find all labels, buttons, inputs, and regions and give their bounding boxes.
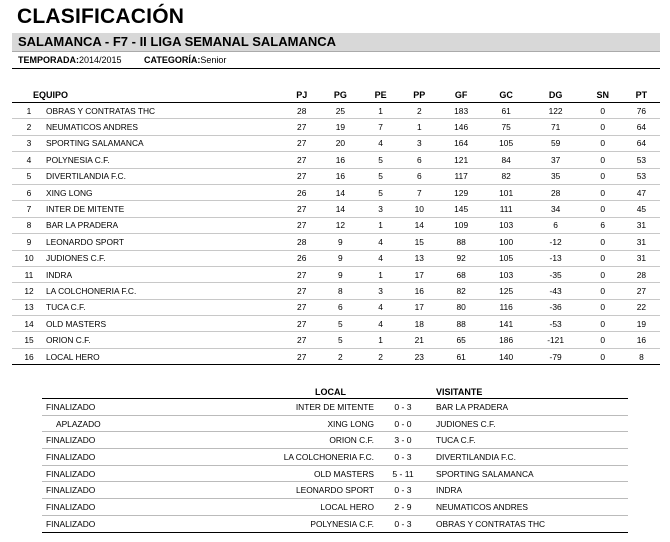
col-header-gf: GF — [439, 88, 484, 103]
cell-pj: 27 — [284, 152, 319, 168]
result-status: APLAZADO — [42, 415, 176, 432]
cell-pg: 9 — [319, 234, 361, 250]
cell-gf: 88 — [439, 234, 484, 250]
cell-team: TUCA C.F. — [46, 299, 284, 315]
col-header-pp: PP — [400, 88, 439, 103]
cell-pe: 3 — [361, 283, 400, 299]
col-header-status — [42, 385, 176, 399]
col-header-gc: GC — [484, 88, 529, 103]
result-status: FINALIZADO — [42, 465, 176, 482]
cell-pt: 64 — [623, 119, 660, 135]
cell-team: POLYNESIA C.F. — [46, 152, 284, 168]
cell-pe: 1 — [361, 103, 400, 119]
cell-team: OBRAS Y CONTRATAS THC — [46, 103, 284, 119]
result-status: FINALIZADO — [42, 499, 176, 516]
cell-pg: 14 — [319, 184, 361, 200]
cell-pj: 28 — [284, 234, 319, 250]
cell-dg: -79 — [529, 348, 583, 364]
cell-sn: 0 — [583, 266, 623, 282]
season-value: 2014/2015 — [79, 55, 122, 65]
result-visitor: TUCA C.F. — [432, 432, 628, 449]
cell-pe: 7 — [361, 119, 400, 135]
cell-pos: 13 — [12, 299, 46, 315]
cell-pos: 7 — [12, 201, 46, 217]
cell-dg: -13 — [529, 250, 583, 266]
cell-team: INTER DE MITENTE — [46, 201, 284, 217]
result-status: FINALIZADO — [42, 432, 176, 449]
cell-pp: 3 — [400, 135, 439, 151]
standings-row — [12, 266, 660, 282]
result-score: 0 - 0 — [374, 415, 432, 432]
cell-pos: 9 — [12, 234, 46, 250]
cell-team: BAR LA PRADERA — [46, 217, 284, 233]
cell-pj: 27 — [284, 316, 319, 332]
cell-pt: 22 — [623, 299, 660, 315]
result-local: XING LONG — [176, 415, 374, 432]
cell-team: INDRA — [46, 266, 284, 282]
cell-gc: 101 — [484, 184, 529, 200]
results-header-row — [42, 385, 628, 399]
cell-team: LOCAL HERO — [46, 348, 284, 364]
cell-pg: 20 — [319, 135, 361, 151]
cell-pj: 27 — [284, 135, 319, 151]
league-banner — [12, 33, 660, 52]
result-visitor: OBRAS Y CONTRATAS THC — [432, 515, 628, 532]
cell-pe: 4 — [361, 135, 400, 151]
cell-gc: 141 — [484, 316, 529, 332]
cell-dg: 34 — [529, 201, 583, 217]
cell-gc: 140 — [484, 348, 529, 364]
cell-gf: 82 — [439, 283, 484, 299]
cell-pj: 27 — [284, 217, 319, 233]
cell-dg: 122 — [529, 103, 583, 119]
result-local: LOCAL HERO — [176, 499, 374, 516]
cell-gc: 103 — [484, 266, 529, 282]
result-status: FINALIZADO — [42, 515, 176, 532]
cell-team: NEUMATICOS ANDRES — [46, 119, 284, 135]
cell-pg: 8 — [319, 283, 361, 299]
cell-pt: 19 — [623, 316, 660, 332]
cell-pj: 27 — [284, 168, 319, 184]
result-score: 0 - 3 — [374, 482, 432, 499]
cell-pg: 25 — [319, 103, 361, 119]
result-score: 3 - 0 — [374, 432, 432, 449]
cell-pg: 12 — [319, 217, 361, 233]
cell-pt: 45 — [623, 201, 660, 217]
cell-pe: 1 — [361, 217, 400, 233]
cell-pos: 15 — [12, 332, 46, 348]
cell-pos: 4 — [12, 152, 46, 168]
cell-pt: 28 — [623, 266, 660, 282]
cell-team: JUDIONES C.F. — [46, 250, 284, 266]
cell-team: XING LONG — [46, 184, 284, 200]
cell-pe: 4 — [361, 250, 400, 266]
cell-gc: 82 — [484, 168, 529, 184]
cell-gc: 75 — [484, 119, 529, 135]
cell-pos: 6 — [12, 184, 46, 200]
cell-sn: 0 — [583, 299, 623, 315]
cell-pp: 16 — [400, 283, 439, 299]
cell-pj: 27 — [284, 332, 319, 348]
cell-pe: 4 — [361, 316, 400, 332]
cell-gf: 129 — [439, 184, 484, 200]
cell-pj: 28 — [284, 103, 319, 119]
cell-pos: 10 — [12, 250, 46, 266]
cell-sn: 0 — [583, 103, 623, 119]
cell-gf: 121 — [439, 152, 484, 168]
cell-pg: 2 — [319, 348, 361, 364]
cell-pos: 3 — [12, 135, 46, 151]
cell-pp: 10 — [400, 201, 439, 217]
cell-dg: 71 — [529, 119, 583, 135]
cell-pt: 47 — [623, 184, 660, 200]
result-status: FINALIZADO — [42, 399, 176, 416]
standings-header-row — [12, 88, 660, 103]
cell-sn: 6 — [583, 217, 623, 233]
col-header-pj: PJ — [284, 88, 319, 103]
result-local: INTER DE MITENTE — [176, 399, 374, 416]
cell-pp: 7 — [400, 184, 439, 200]
col-header-pg: PG — [319, 88, 361, 103]
cell-sn: 0 — [583, 348, 623, 364]
cell-pt: 31 — [623, 234, 660, 250]
cell-gf: 61 — [439, 348, 484, 364]
cell-pp: 15 — [400, 234, 439, 250]
cell-dg: 35 — [529, 168, 583, 184]
cell-sn: 0 — [583, 283, 623, 299]
result-row — [42, 399, 628, 416]
cell-pos: 1 — [12, 103, 46, 119]
cell-gf: 80 — [439, 299, 484, 315]
cell-pe: 1 — [361, 332, 400, 348]
col-header-pt: PT — [623, 88, 660, 103]
cell-dg: 28 — [529, 184, 583, 200]
standings-row — [12, 119, 660, 135]
cell-pp: 17 — [400, 266, 439, 282]
cell-pp: 21 — [400, 332, 439, 348]
cell-sn: 0 — [583, 201, 623, 217]
cell-pj: 27 — [284, 299, 319, 315]
result-row — [42, 432, 628, 449]
cell-pos: 5 — [12, 168, 46, 184]
cell-pt: 76 — [623, 103, 660, 119]
cell-pg: 5 — [319, 316, 361, 332]
cell-gc: 61 — [484, 103, 529, 119]
cell-sn: 0 — [583, 119, 623, 135]
cell-pos: 14 — [12, 316, 46, 332]
standings-row — [12, 168, 660, 184]
page-title: CLASIFICACIÓN — [17, 5, 185, 28]
cell-gc: 125 — [484, 283, 529, 299]
cell-gf: 109 — [439, 217, 484, 233]
cell-gc: 100 — [484, 234, 529, 250]
cell-pe: 3 — [361, 201, 400, 217]
cell-pg: 16 — [319, 152, 361, 168]
result-local: OLD MASTERS — [176, 465, 374, 482]
cell-pos: 8 — [12, 217, 46, 233]
col-header-score — [374, 385, 432, 399]
standings-row — [12, 332, 660, 348]
cell-pt: 64 — [623, 135, 660, 151]
col-header-dg: DG — [529, 88, 583, 103]
cell-team: DIVERTILANDIA F.C. — [46, 168, 284, 184]
cell-gc: 105 — [484, 250, 529, 266]
cell-gf: 68 — [439, 266, 484, 282]
cell-gf: 88 — [439, 316, 484, 332]
result-score: 0 - 3 — [374, 515, 432, 532]
cell-pe: 5 — [361, 184, 400, 200]
cell-pp: 14 — [400, 217, 439, 233]
cell-gf: 145 — [439, 201, 484, 217]
cell-pg: 9 — [319, 266, 361, 282]
standings-table — [12, 88, 660, 365]
cell-pp: 23 — [400, 348, 439, 364]
result-row — [42, 515, 628, 532]
standings-row — [12, 283, 660, 299]
cell-pp: 13 — [400, 250, 439, 266]
category-info — [144, 55, 226, 65]
cell-sn: 0 — [583, 316, 623, 332]
season-info — [18, 55, 122, 65]
cell-sn: 0 — [583, 184, 623, 200]
cell-pt: 53 — [623, 168, 660, 184]
cell-pos: 12 — [12, 283, 46, 299]
cell-team: LEONARDO SPORT — [46, 234, 284, 250]
col-header-sn: SN — [583, 88, 623, 103]
category-value: Senior — [200, 55, 227, 65]
result-visitor: INDRA — [432, 482, 628, 499]
cell-pos: 2 — [12, 119, 46, 135]
standings-row — [12, 103, 660, 119]
cell-pt: 31 — [623, 217, 660, 233]
cell-pt: 27 — [623, 283, 660, 299]
cell-dg: -36 — [529, 299, 583, 315]
cell-pos: 16 — [12, 348, 46, 364]
result-local: LEONARDO SPORT — [176, 482, 374, 499]
standings-row — [12, 184, 660, 200]
result-row — [42, 499, 628, 516]
cell-gc: 84 — [484, 152, 529, 168]
cell-gf: 164 — [439, 135, 484, 151]
cell-gc: 186 — [484, 332, 529, 348]
result-row — [42, 482, 628, 499]
result-score: 2 - 9 — [374, 499, 432, 516]
cell-pj: 27 — [284, 283, 319, 299]
cell-dg: 6 — [529, 217, 583, 233]
cell-dg: -35 — [529, 266, 583, 282]
result-status: FINALIZADO — [42, 482, 176, 499]
cell-pp: 6 — [400, 168, 439, 184]
cell-gf: 92 — [439, 250, 484, 266]
cell-pe: 5 — [361, 168, 400, 184]
cell-pe: 4 — [361, 234, 400, 250]
cell-sn: 0 — [583, 135, 623, 151]
result-visitor: DIVERTILANDIA F.C. — [432, 449, 628, 466]
result-score: 0 - 3 — [374, 399, 432, 416]
result-row — [42, 415, 628, 432]
result-visitor: BAR LA PRADERA — [432, 399, 628, 416]
cell-dg: -43 — [529, 283, 583, 299]
cell-pp: 2 — [400, 103, 439, 119]
cell-pt: 16 — [623, 332, 660, 348]
cell-dg: 59 — [529, 135, 583, 151]
cell-team: OLD MASTERS — [46, 316, 284, 332]
standings-row — [12, 234, 660, 250]
result-row — [42, 465, 628, 482]
cell-sn: 0 — [583, 152, 623, 168]
standings-row — [12, 201, 660, 217]
cell-gf: 183 — [439, 103, 484, 119]
result-status: FINALIZADO — [42, 449, 176, 466]
col-header-pe: PE — [361, 88, 400, 103]
cell-gc: 111 — [484, 201, 529, 217]
cell-gf: 117 — [439, 168, 484, 184]
cell-pj: 27 — [284, 201, 319, 217]
cell-pj: 27 — [284, 348, 319, 364]
category-label: CATEGORÍA: — [144, 55, 201, 65]
cell-pg: 14 — [319, 201, 361, 217]
cell-team: SPORTING SALAMANCA — [46, 135, 284, 151]
cell-pe: 5 — [361, 152, 400, 168]
season-label: TEMPORADA: — [18, 55, 79, 65]
meta-bar — [12, 52, 660, 69]
cell-pg: 5 — [319, 332, 361, 348]
result-visitor: NEUMATICOS ANDRES — [432, 499, 628, 516]
cell-sn: 0 — [583, 168, 623, 184]
cell-pg: 6 — [319, 299, 361, 315]
results-table — [42, 385, 628, 533]
cell-sn: 0 — [583, 234, 623, 250]
standings-row — [12, 316, 660, 332]
cell-pg: 16 — [319, 168, 361, 184]
league-name: SALAMANCA - F7 - II LIGA SEMANAL SALAMANCA — [18, 34, 337, 49]
cell-pp: 1 — [400, 119, 439, 135]
cell-pe: 4 — [361, 299, 400, 315]
col-header-visitor: VISITANTE — [432, 385, 628, 399]
cell-pos: 11 — [12, 266, 46, 282]
cell-team: ORION C.F. — [46, 332, 284, 348]
result-visitor: JUDIONES C.F. — [432, 415, 628, 432]
cell-pp: 18 — [400, 316, 439, 332]
cell-gf: 65 — [439, 332, 484, 348]
standings-row — [12, 299, 660, 315]
standings-row — [12, 135, 660, 151]
result-visitor: SPORTING SALAMANCA — [432, 465, 628, 482]
standings-row — [12, 348, 660, 364]
cell-pg: 19 — [319, 119, 361, 135]
cell-pe: 1 — [361, 266, 400, 282]
cell-pe: 2 — [361, 348, 400, 364]
cell-gc: 103 — [484, 217, 529, 233]
col-header-team: EQUIPO — [12, 88, 284, 103]
standings-row — [12, 250, 660, 266]
cell-dg: -12 — [529, 234, 583, 250]
cell-pt: 53 — [623, 152, 660, 168]
standings-row — [12, 152, 660, 168]
col-header-local: LOCAL — [176, 385, 374, 399]
standings-row — [12, 217, 660, 233]
cell-pj: 26 — [284, 184, 319, 200]
cell-dg: -53 — [529, 316, 583, 332]
cell-gf: 146 — [439, 119, 484, 135]
cell-pt: 31 — [623, 250, 660, 266]
cell-sn: 0 — [583, 250, 623, 266]
cell-sn: 0 — [583, 332, 623, 348]
cell-team: LA COLCHONERIA F.C. — [46, 283, 284, 299]
cell-gc: 116 — [484, 299, 529, 315]
cell-pp: 17 — [400, 299, 439, 315]
result-score: 5 - 11 — [374, 465, 432, 482]
cell-pt: 8 — [623, 348, 660, 364]
cell-gc: 105 — [484, 135, 529, 151]
cell-dg: 37 — [529, 152, 583, 168]
result-row — [42, 449, 628, 466]
cell-pg: 9 — [319, 250, 361, 266]
cell-pp: 6 — [400, 152, 439, 168]
cell-dg: -121 — [529, 332, 583, 348]
result-score: 0 - 3 — [374, 449, 432, 466]
cell-pj: 26 — [284, 250, 319, 266]
result-local: LA COLCHONERIA F.C. — [176, 449, 374, 466]
result-local: POLYNESIA C.F. — [176, 515, 374, 532]
cell-pj: 27 — [284, 119, 319, 135]
cell-pj: 27 — [284, 266, 319, 282]
result-local: ORION C.F. — [176, 432, 374, 449]
